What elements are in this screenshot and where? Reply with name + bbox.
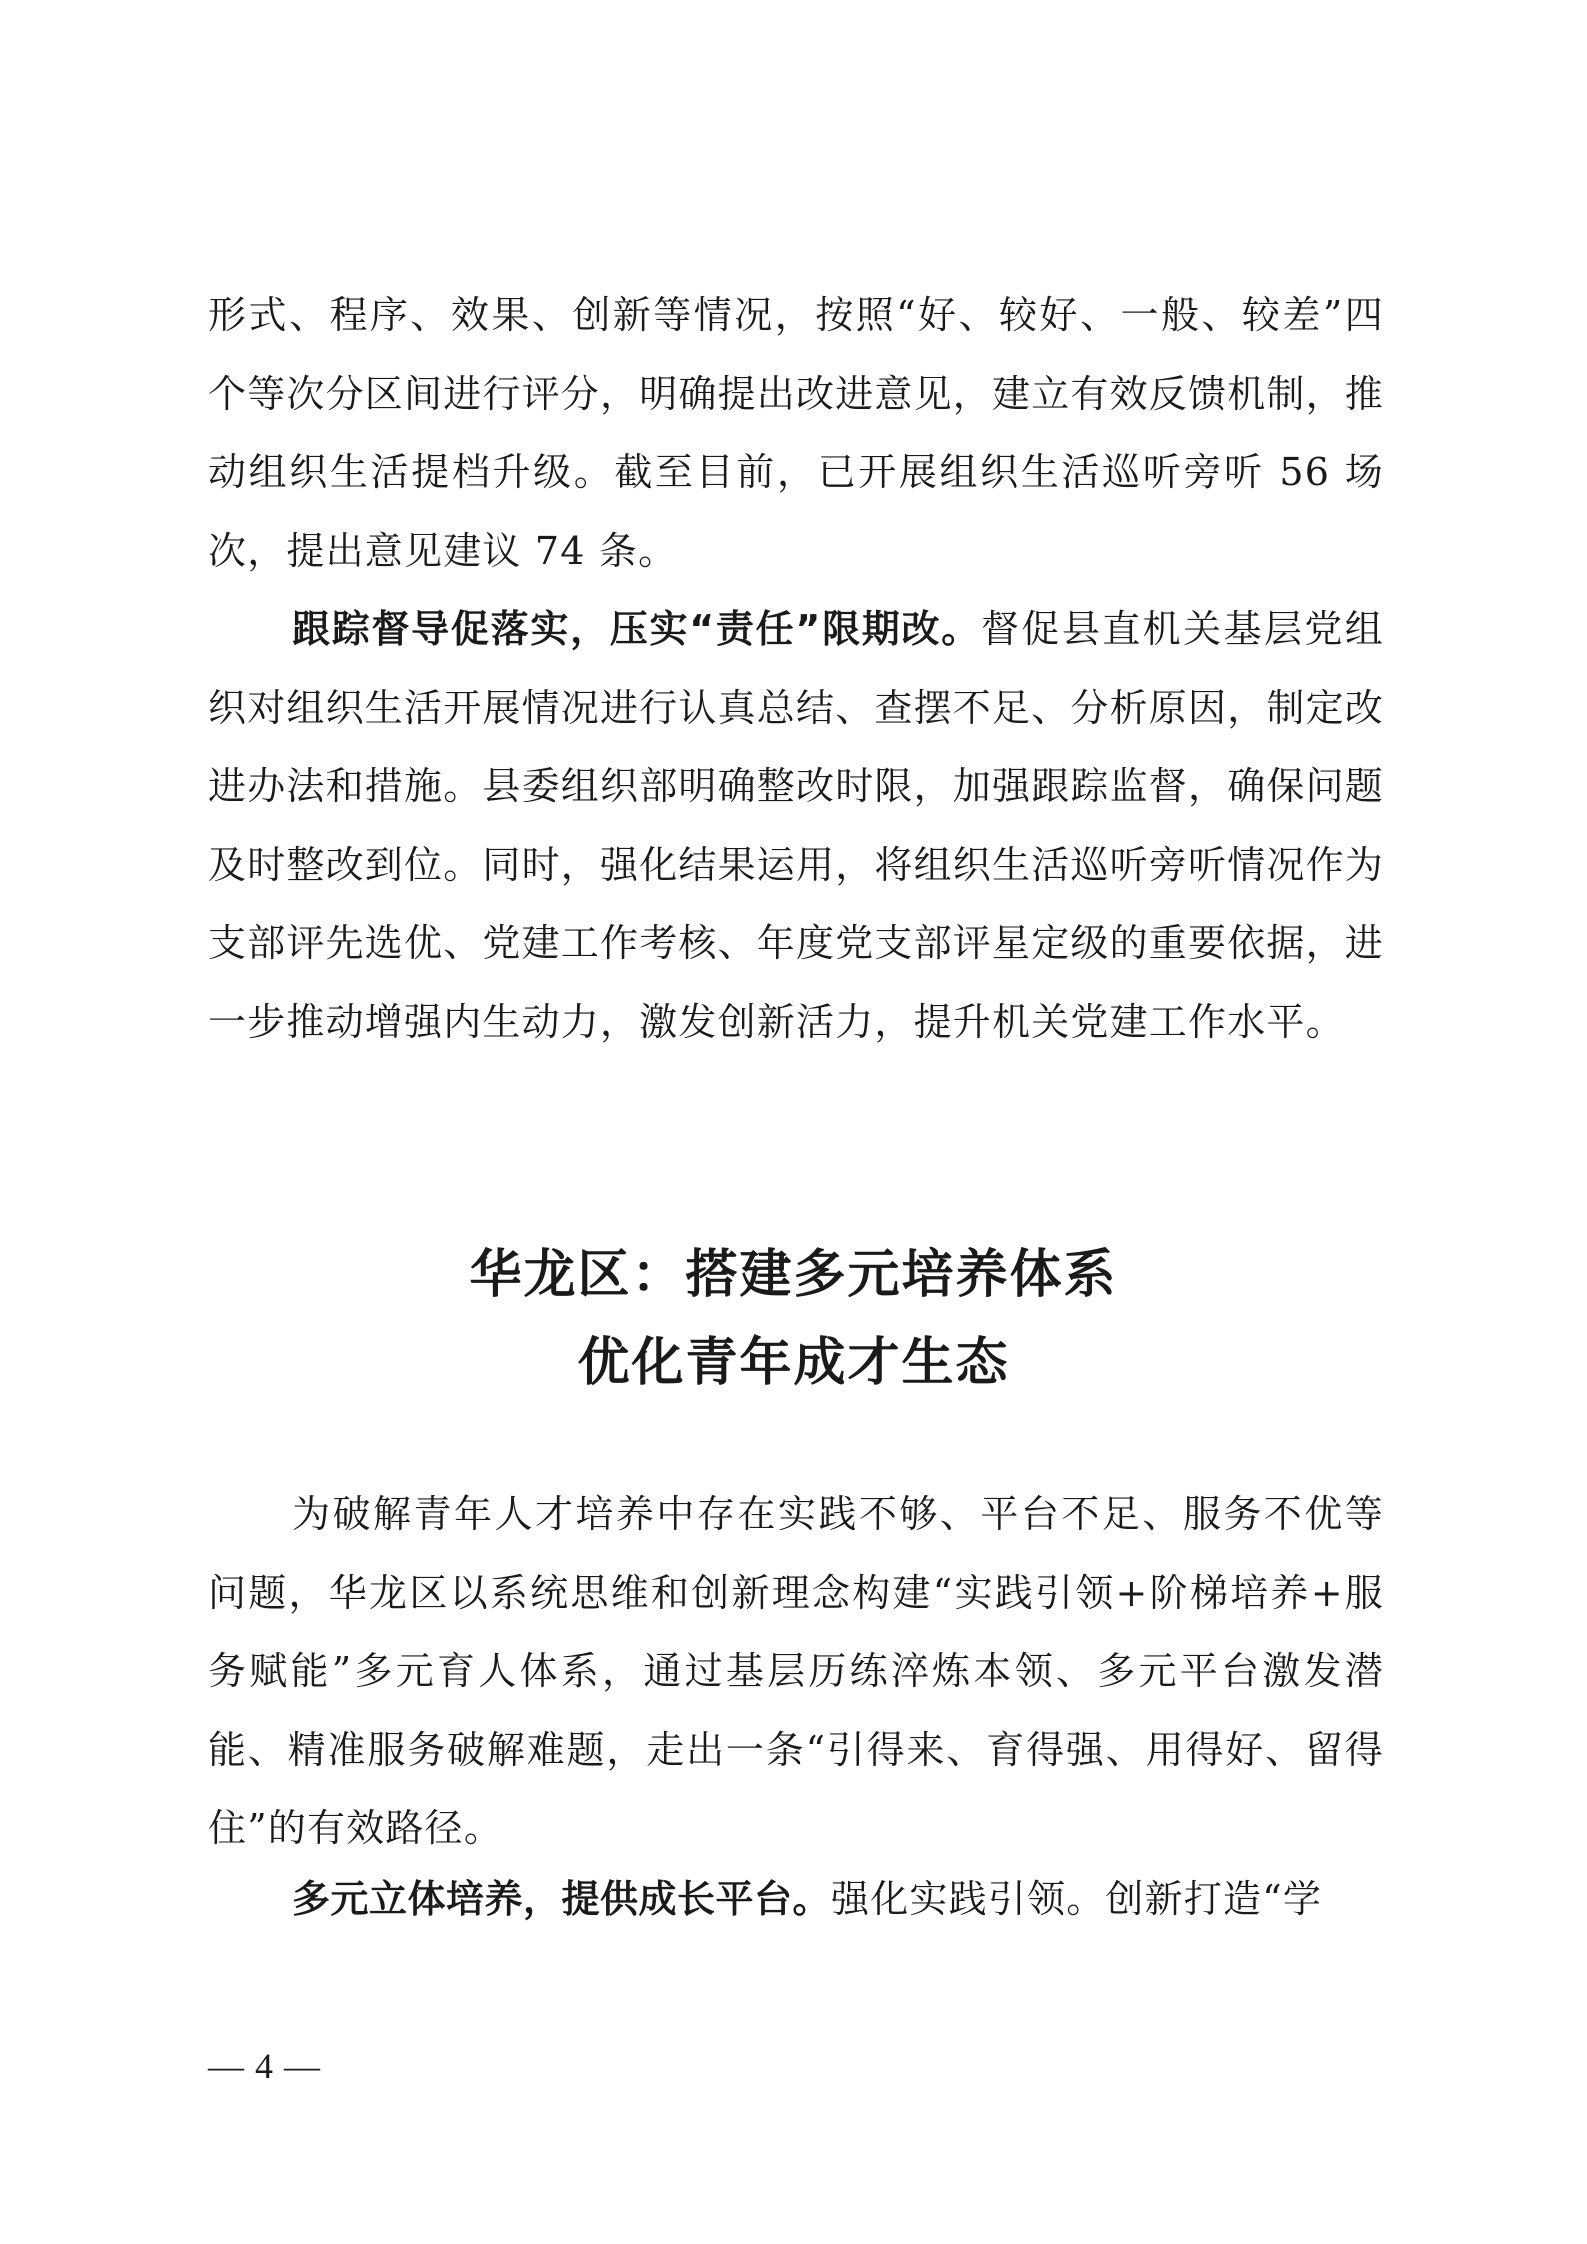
paragraph-lead-heading: 跟踪督导促落实，压实“责任”限期改。: [292, 607, 981, 651]
paragraph-intro: 为破解青年人才培养中存在实践不够、平台不足、服务不优等问题，华龙区以系统思维和创新理念构建“实践引领+阶梯培养+服务赋能”多元育人体系，通过基层历练淬炼本领、多元平台激发潜能、精准服务破解难题，走出一条“引得来、育得强、用得好、留得住”的有效路径。: [208, 1492, 1384, 1850]
page-number: — 4 —: [208, 2046, 321, 2086]
article-title-line1: 华龙区：搭建多元培养体系: [469, 1245, 1118, 1305]
article-title-line2: 优化青年成才生态: [577, 1333, 1010, 1393]
paragraph-multi-training: [208, 1860, 1384, 1939]
paragraph-body: 强化实践引领。创新打造“学: [831, 1877, 1323, 1921]
paragraph-body: 督促县直机关基层党组织对组织生活开展情况进行认真总结、查摆不足、分析原因，制定改进办法和措施。县委组织部明确整改时限，加强跟踪监督，确保问题及时整改到位。同时，强化结果运用，将组织生活巡听旁听情况作为支部评先选优、党建工作考核、年度党支部评星定级的重要依据，进一步推动增强内生动力，激发创新活力，提升机关党建工作水平。: [208, 607, 1385, 1044]
paragraph-continuation: 形式、程序、效果、创新等情况，按照“好、较好、一般、较差”四个等次分区间进行评分，明确提出改进意见，建立有效反馈机制，推动组织生活提档升级。截至目前，已开展组织生活巡听旁听 56 场次，提出意见建议 74 条。: [208, 293, 1385, 573]
paragraph-lead-heading: 多元立体培养，提供成长平台。: [292, 1877, 832, 1921]
paragraph-tracking-supervision: [208, 590, 1384, 1061]
